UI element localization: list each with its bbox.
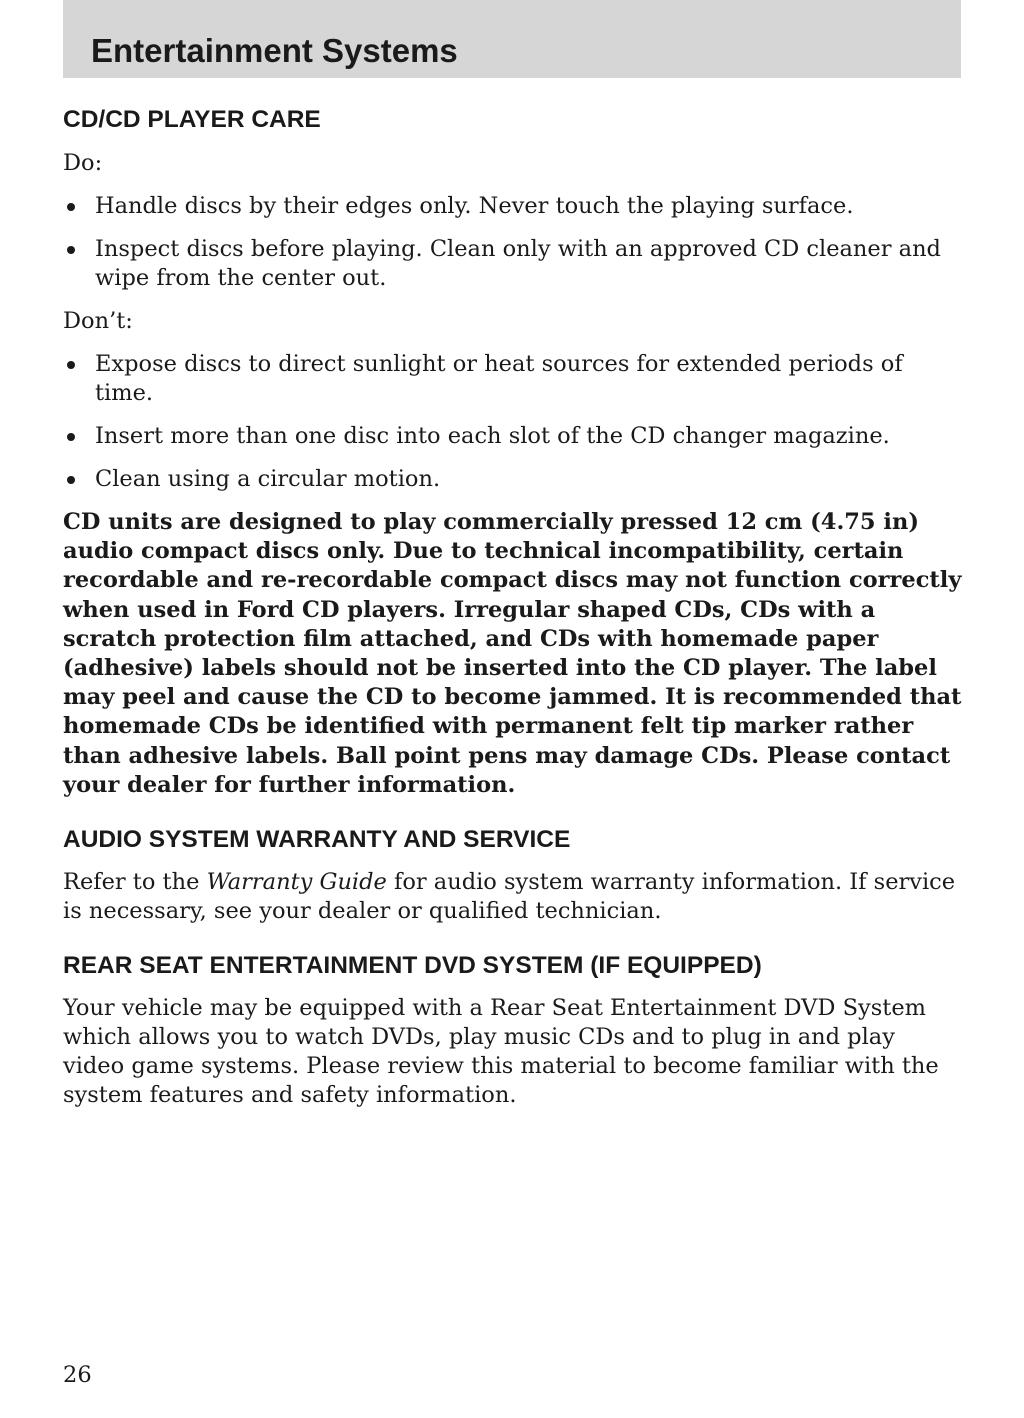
bullet-icon bbox=[67, 246, 75, 254]
bullet-icon bbox=[67, 476, 75, 484]
dvd-heading: REAR SEAT ENTERTAINMENT DVD SYSTEM (IF EQUIPPED) bbox=[63, 952, 762, 980]
warranty-guide-title: Warranty Guide bbox=[206, 869, 387, 896]
dont-label: Don’t: bbox=[63, 308, 133, 334]
list-item bbox=[63, 235, 963, 293]
list-item bbox=[63, 350, 963, 408]
page-number: 26 bbox=[63, 1362, 92, 1388]
bullet-icon bbox=[67, 433, 75, 441]
cd-care-section bbox=[63, 104, 963, 800]
list-item bbox=[63, 422, 963, 451]
warranty-text-after: for audio system warranty information. If service is necessary, see your dealer or qualified technician. bbox=[63, 869, 956, 925]
dont-item-text: Insert more than one disc into each slot of the CD changer magazine. bbox=[95, 423, 890, 449]
cd-compatibility-notice: CD units are designed to play commercially pressed 12 cm (4.75 in) audio compact discs only. Due to technical incompatibility, certain recordable and re-recordable compact discs may not function correctly when used in Ford CD players. Irregular shaped CDs, CDs with a scratch protection film attached, and CDs with homemade paper (adhesive) labels should not be inserted into the CD player. The label may peel and cause the CD to become jammed. It is recommended that homemade CDs be identified with permanent felt tip marker rather than adhesive labels. Ball point pens may damage CDs. Please contact your dealer for further information. bbox=[63, 509, 962, 798]
do-list bbox=[63, 192, 963, 293]
dont-item-text: Clean using a circular motion. bbox=[95, 466, 441, 492]
dont-item-text: Expose discs to direct sunlight or heat sources for extended periods of time. bbox=[95, 351, 903, 406]
page-header-band bbox=[63, 0, 961, 78]
warranty-text bbox=[63, 868, 963, 926]
dvd-text: Your vehicle may be equipped with a Rear Seat Entertainment DVD System which allows you to watch DVDs, play music CDs and to plug in and play video game systems. Please review this material to become familiar with the system features and safety information. bbox=[63, 995, 939, 1109]
dvd-section bbox=[63, 950, 963, 1110]
list-item bbox=[63, 465, 963, 494]
warranty-section bbox=[63, 824, 963, 926]
cd-care-heading: CD/CD PLAYER CARE bbox=[63, 106, 321, 133]
dont-list bbox=[63, 350, 963, 494]
list-item bbox=[63, 192, 963, 221]
bullet-icon bbox=[67, 203, 75, 211]
page-header-title: Entertainment Systems bbox=[91, 32, 458, 69]
do-label: Do: bbox=[63, 150, 103, 176]
do-item-text: Inspect discs before playing. Clean only with an approved CD cleaner and wipe from the center out. bbox=[95, 236, 941, 291]
bullet-icon bbox=[67, 361, 75, 369]
warranty-text-before: Refer to the bbox=[63, 869, 207, 896]
do-item-text: Handle discs by their edges only. Never touch the playing surface. bbox=[95, 193, 854, 219]
page-content bbox=[63, 104, 963, 1110]
warranty-heading: AUDIO SYSTEM WARRANTY AND SERVICE bbox=[63, 826, 571, 854]
